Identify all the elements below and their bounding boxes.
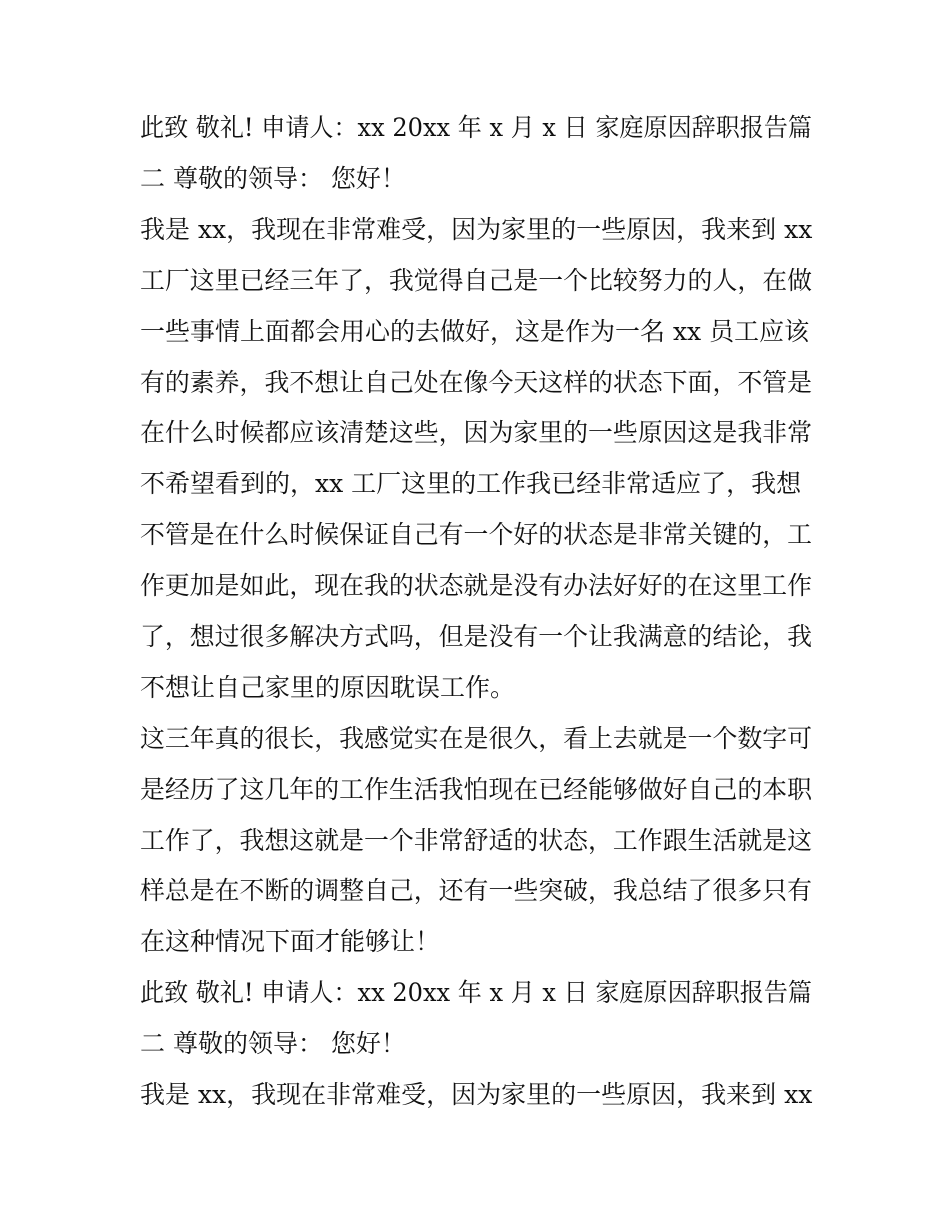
- text-line: 这三年真的很长，我感觉实在是很久，看上去就是一个数字可: [140, 724, 813, 753]
- text-line: 在什么时候都应该清楚这些，因为家里的一些原因这是我非常: [140, 418, 813, 447]
- text-line: 此致 敬礼! 申请人：xx 20xx 年 x 月 x 日 家庭原因辞职报告篇: [140, 113, 812, 142]
- text-line: 不希望看到的，xx 工厂这里的工作我已经非常适应了，我想: [140, 469, 802, 498]
- text-line: 我是 xx，我现在非常难受，因为家里的一些原因，我来到 xx: [140, 1080, 813, 1109]
- text-line: 一些事情上面都会用心的去做好，这是作为一名 xx 员工应该: [140, 317, 810, 346]
- text-line: 工厂这里已经三年了，我觉得自己是一个比较努力的人，在做: [140, 266, 813, 295]
- text-line: 样总是在不断的调整自己，还有一些突破，我总结了很多只有: [140, 876, 813, 905]
- text-line: 作更加是如此，现在我的状态就是没有办法好好的在这里工作: [140, 571, 813, 600]
- text-line: 在这种情况下面才能够让！: [140, 927, 441, 956]
- text-line: 是经历了这几年的工作生活我怕现在已经能够做好自己的本职: [140, 775, 813, 804]
- text-line: 不想让自己家里的原因耽误工作。: [140, 673, 516, 702]
- text-line: 有的素养，我不想让自己处在像今天这样的状态下面，不管是: [140, 368, 813, 397]
- text-line: 二 尊敬的领导： 您好！: [140, 164, 406, 193]
- text-line: 此致 敬礼! 申请人：xx 20xx 年 x 月 x 日 家庭原因辞职报告篇: [140, 978, 812, 1007]
- text-line: 了，想过很多解决方式吗，但是没有一个让我满意的结论，我: [140, 622, 813, 651]
- text-line: 工作了，我想这就是一个非常舒适的状态，工作跟生活就是这: [140, 826, 813, 855]
- text-line: 二 尊敬的领导： 您好！: [140, 1029, 406, 1058]
- text-line: 不管是在什么时候保证自己有一个好的状态是非常关键的，工: [140, 520, 813, 549]
- text-line: 我是 xx，我现在非常难受，因为家里的一些原因，我来到 xx: [140, 215, 813, 244]
